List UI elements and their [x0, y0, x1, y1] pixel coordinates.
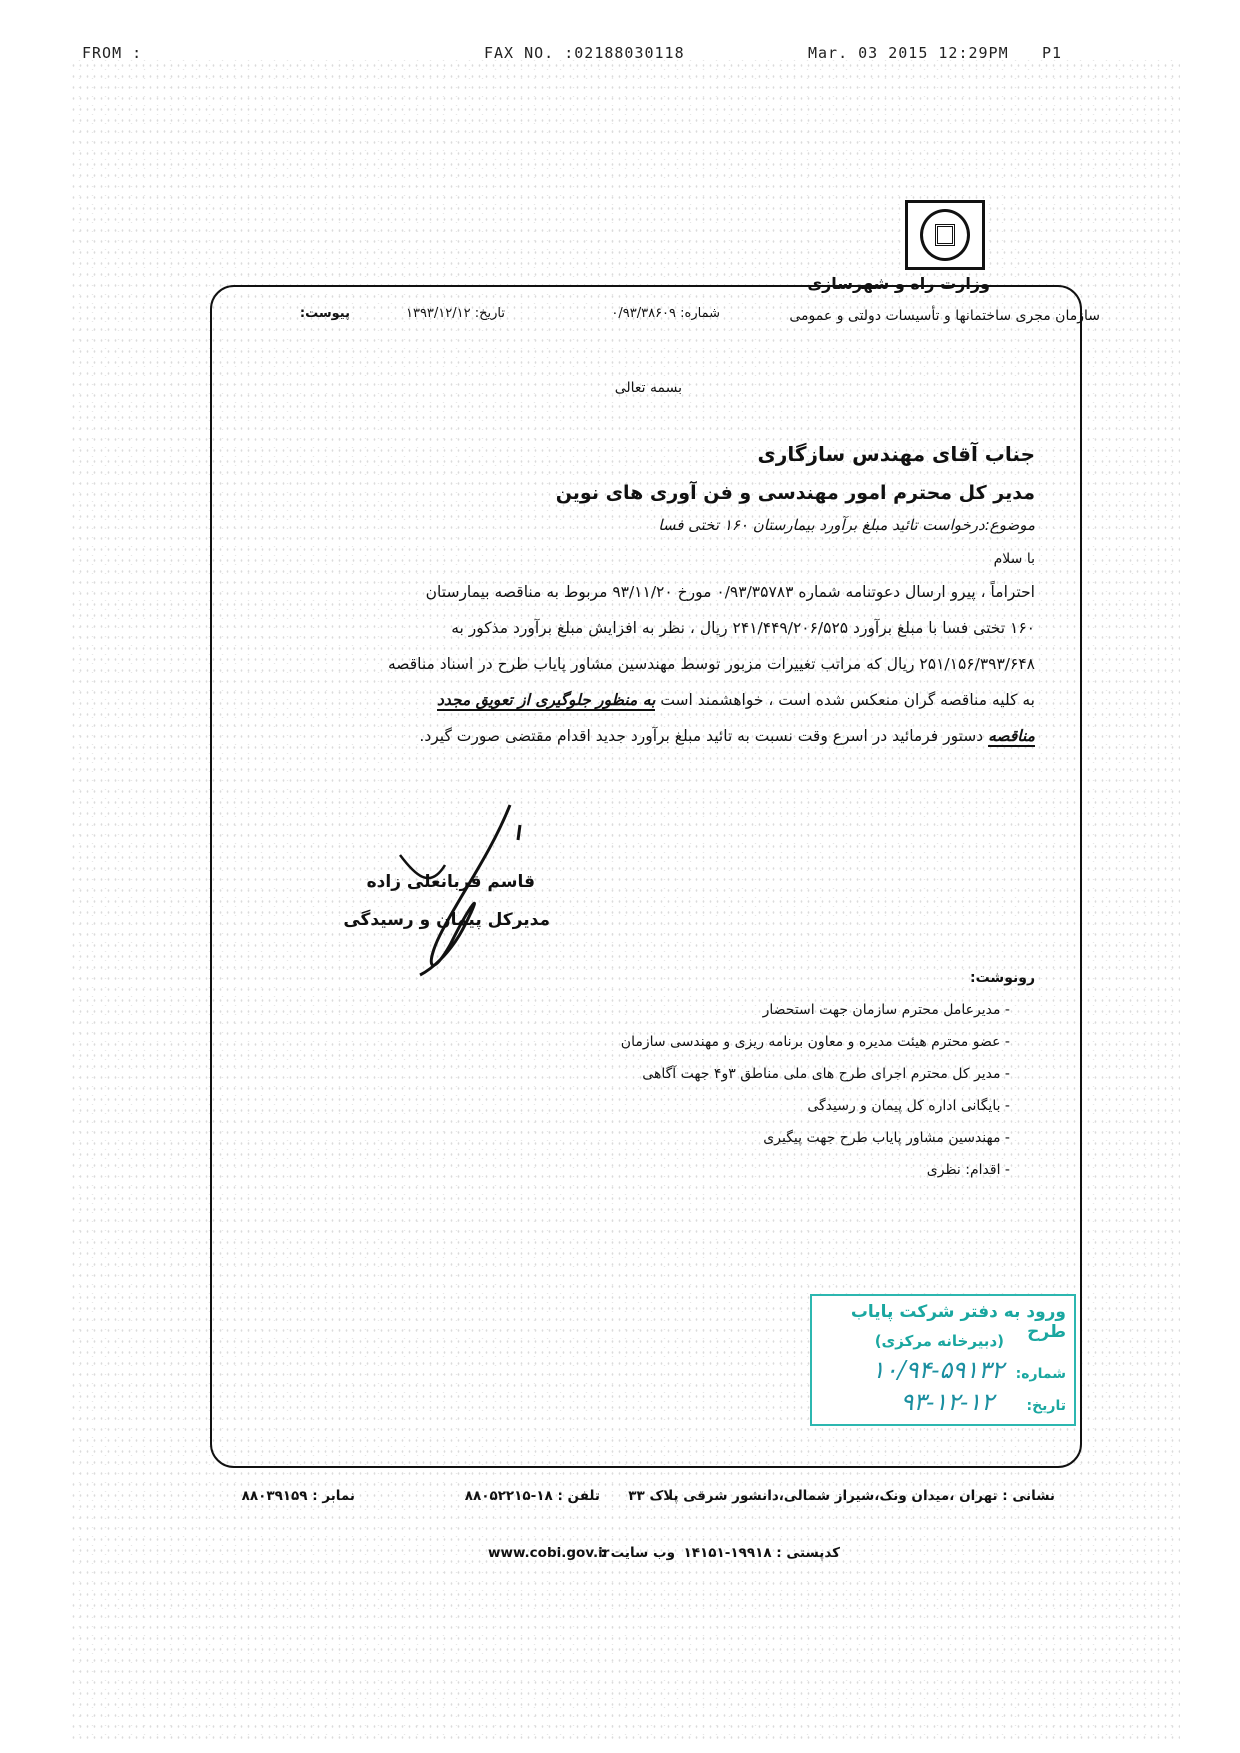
organization-name: سازمان مجری ساختمانها و تأسیسات دولتی و عمومی [789, 308, 1100, 324]
fax-from: FROM : [82, 44, 143, 62]
stamp-title: ورود به دفتر شرکت پایاب طرح [850, 1302, 1066, 1342]
salutation: بسمه تعالی [614, 380, 682, 396]
letter-number-value: ۰/۹۳/۳۸۶۰۹ [611, 306, 677, 321]
body-line-4 [235, 691, 1035, 709]
letter-subject: موضوع:درخواست تائید مبلغ برآورد بیمارستان ۱۶۰ تختی فسا [658, 516, 1035, 534]
letter-date-value: ۱۳۹۳/۱۲/۱۲ [405, 306, 471, 321]
body-line-5-text: دستور فرمائید در اسرع وقت نسبت به تائید مبلغ برآورد جدید اقدام مقتضی صورت گیرد. [419, 727, 984, 745]
footer-website[interactable]: www.cobi.gov.ir [488, 1545, 610, 1561]
footer-fax: نمابر : ۸۸۰۳۹۱۵۹ [241, 1488, 355, 1504]
fax-number: FAX NO. :02188030118 [484, 44, 685, 62]
stamp-date-label: تاریخ: [1026, 1398, 1066, 1414]
addressee-title: مدیر کل محترم امور مهندسی و فن آوری های نوین [555, 482, 1035, 504]
cc-item: - بایگانی اداره کل پیمان و رسیدگی [807, 1098, 1010, 1114]
signatory-name: قاسم قربانعلی زاده [366, 872, 535, 892]
stamp-number-label: شماره: [1015, 1366, 1066, 1382]
body-line-4-text: به کلیه مناقصه گران منعکس شده است ، خواهشمند است [660, 691, 1035, 709]
cc-item: - عضو محترم هیئت مدیره و معاون برنامه ریزی و مهندسی سازمان [620, 1034, 1010, 1050]
body-line-5 [235, 727, 1035, 745]
letter-date [406, 306, 505, 321]
body-line-4-emphasis: به منظور جلوگیری از تعویق مجدد [436, 691, 656, 709]
cc-item: - اقدام: نظری [926, 1162, 1010, 1178]
footer-phone: تلفن : ۱۸-۸۸۰۵۲۲۱۵ [464, 1488, 600, 1504]
stamp-subtitle: (دبیرخانه مرکزی) [874, 1332, 1004, 1350]
cc-item: - مهندسین مشاور پایاب طرح جهت پیگیری [763, 1130, 1010, 1146]
cc-item: - مدیرعامل محترم سازمان جهت استحضار [762, 1002, 1010, 1018]
stamp-date-value: ۹۳-۱۲-۱۲ [900, 1388, 994, 1416]
greeting: با سلام [993, 551, 1035, 567]
ministry-emblem-logo [905, 200, 985, 270]
footer-address: نشانی : تهران ،میدان ونک،شیراز شمالی،دانشور شرقی پلاک ۳۳ [628, 1488, 1055, 1504]
stamp-number-value: ۱۰/۹۴-۵۹۱۳۲ [871, 1356, 1004, 1384]
fax-datetime: Mar. 03 2015 12:29PM [808, 44, 1009, 62]
addressee-name: جناب آقای مهندس سازگاری [757, 442, 1035, 466]
body-line-1: احتراماً ، پیرو ارسال دعوتنامه شماره ۰/۹۳/۳۵۷۸۳ مورخ ۹۳/۱۱/۲۰ مربوط به مناقصه بیمارستان [425, 583, 1035, 601]
footer-website-label: وب سایت : [600, 1545, 675, 1561]
body-line-2: ۱۶۰ تختی فسا با مبلغ برآورد ۲۴۱/۴۴۹/۲۰۶/۵۲۵ ریال ، نظر به افزایش مبلغ برآورد مذکور به [451, 619, 1035, 637]
ministry-name: وزارت راه و شهرسازی [807, 274, 990, 293]
signatory-title: مدیرکل پیمان و رسیدگی [343, 910, 550, 930]
letter-number [611, 306, 720, 321]
footer-postal: کدپستی : ۱۹۹۱۸-۱۴۱۵۱ [683, 1545, 840, 1561]
received-stamp [810, 1294, 1076, 1426]
body-line-3: ۲۵۱/۱۵۶/۳۹۳/۶۴۸ ریال که مراتب تغییرات مزبور توسط مهندسین مشاور پایاب طرح در اسناد مناقصه [387, 655, 1035, 673]
cc-item: - مدیر کل محترم اجرای طرح های ملی مناطق ۳و۴ جهت آگاهی [642, 1066, 1010, 1082]
letter-date-label: تاریخ: [474, 306, 505, 321]
cc-title: رونوشت: [970, 970, 1035, 986]
body-line-5-emphasis: مناقصه [988, 727, 1035, 745]
letter-number-label: شماره: [680, 306, 720, 321]
fax-page: P1 [1042, 44, 1063, 62]
attachment-label: پیوست: [299, 306, 350, 321]
